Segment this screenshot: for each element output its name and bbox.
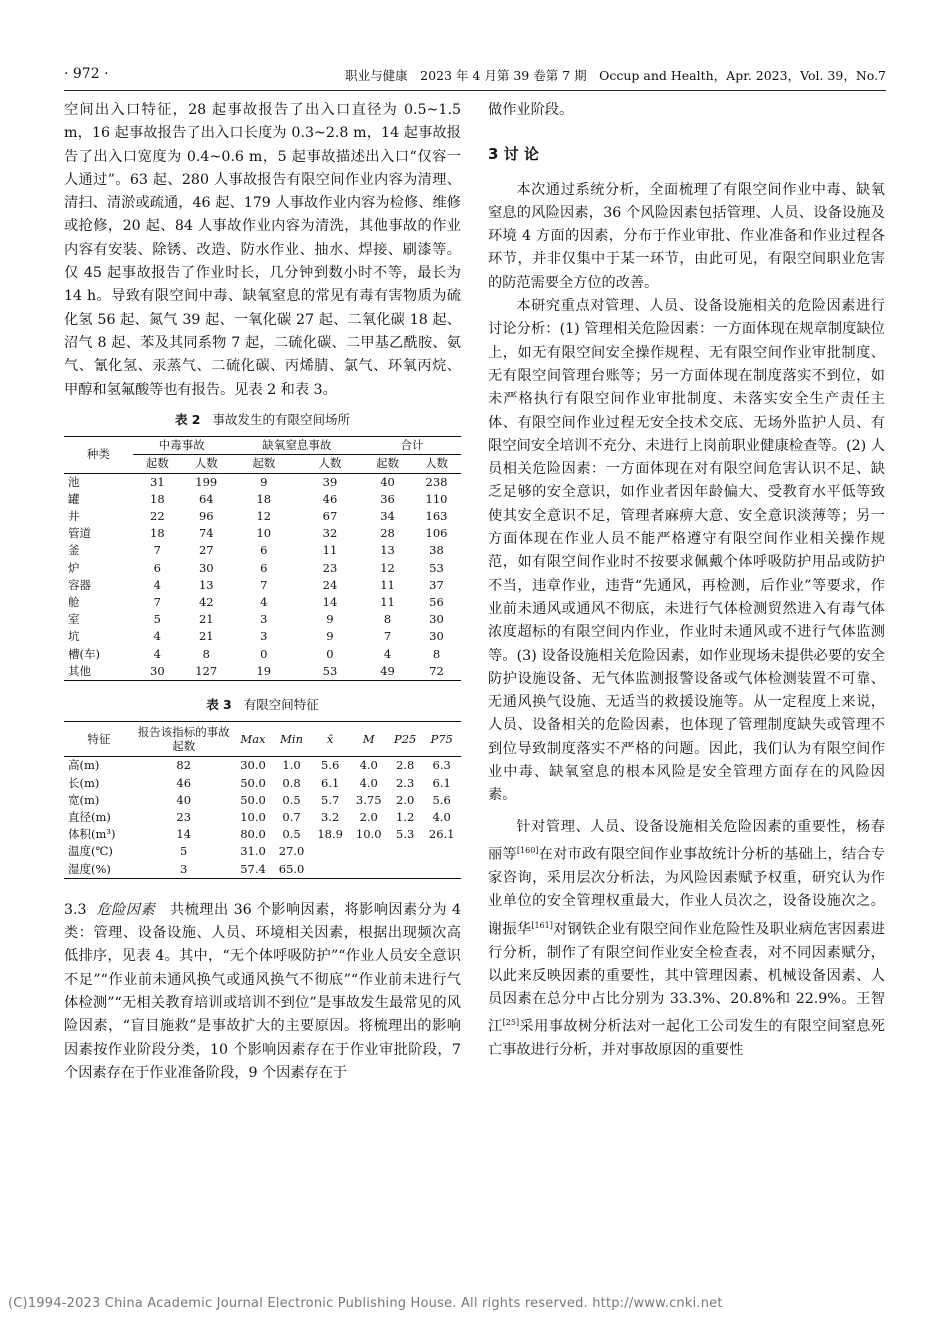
paragraph: 做作业阶段。 xyxy=(488,102,574,118)
table-cell: 110 xyxy=(425,491,448,506)
table-cell: 40 xyxy=(176,792,192,807)
table-subheader: 人数 xyxy=(297,455,363,473)
table-cell: 10.0 xyxy=(355,827,382,842)
table-cell: 6 xyxy=(153,560,161,575)
table-cell: 38 xyxy=(429,543,444,558)
table-cell: 温度(℃) xyxy=(68,844,113,859)
table-cell: 30 xyxy=(133,663,182,681)
table-cell: 18 xyxy=(256,491,272,506)
table-row xyxy=(64,508,461,525)
table-cell: 24 xyxy=(322,577,338,592)
page-number: · 972 · xyxy=(64,66,109,82)
table-cell xyxy=(349,843,388,860)
table-cell: 罐 xyxy=(68,491,80,506)
table-cell: 65.0 xyxy=(272,861,311,879)
table-row xyxy=(64,826,461,843)
table-cell: 宽(m) xyxy=(68,792,100,807)
table-cell: 5 xyxy=(180,844,188,859)
citation: [25] xyxy=(502,1018,520,1028)
table-cell: 室 xyxy=(68,612,80,627)
table-cell: 池 xyxy=(68,474,80,489)
table-header: P25 xyxy=(388,722,422,757)
table-cell: 82 xyxy=(176,758,192,773)
table2-caption: 表 2 事故发生的有限空间场所 xyxy=(174,411,351,427)
citation: [160] xyxy=(516,845,539,855)
table-cell: 11 xyxy=(322,543,338,558)
table-cell: 1.0 xyxy=(282,758,301,773)
table-cell: 27 xyxy=(198,543,214,558)
table-cell: 6 xyxy=(260,560,268,575)
table-cell: 21 xyxy=(198,612,214,627)
table-cell: 坑 xyxy=(68,629,80,644)
table-cell: 9 xyxy=(326,629,334,644)
section-3-3 xyxy=(64,899,461,1085)
table-cell: 8 xyxy=(432,646,441,661)
table-cell: 4.0 xyxy=(432,809,451,824)
table-cell: 40 xyxy=(380,474,395,489)
table-cell: 6 xyxy=(260,543,268,558)
paragraph: 针对管理、人员、设备设施相关危险因素的重要性，杨春丽等[160]在对市政有限空间作业事故统计分析的基础上，结合专家咨询，采用层次分析法，为风险因素赋予权重，研究认为作业单位的安全管理权重最大，作业人员次之，设备设施次之。谢振华[161]对钢铁企业有限空间作业危险性及职业病危害因素进行分析，制作了有限空间作业安全检查表，对不同因素赋分，以此来反映因素的重要性，其中管理因素、机械设备因素、人员因素在总分中占比分别为 33.3%、20.8%和 22.9%。王智江[25]采用事故树分析法对一起化工公司发生的有限空间窒息死亡事故进行分析，并对事故原因的重要性 xyxy=(488,818,885,1059)
table-cell: 10 xyxy=(256,526,272,541)
table-cell: 96 xyxy=(198,508,214,523)
table-header: 报告该指标的事故起数 xyxy=(134,722,234,757)
table-cell: 37 xyxy=(429,577,444,592)
table-cell: 5.7 xyxy=(321,792,340,807)
section-heading: 3 讨 论 xyxy=(488,145,539,164)
table-cell xyxy=(422,843,461,860)
table-subheader: 人数 xyxy=(182,455,231,473)
table-header: 特征 xyxy=(64,722,134,757)
table-cell: 53 xyxy=(429,560,444,575)
table-cell: 4 xyxy=(153,577,161,592)
table-cell: 12 xyxy=(380,560,395,575)
table-cell: 32 xyxy=(322,526,338,541)
table-cell: 0.5 xyxy=(282,792,301,807)
paragraph: 共梳理出 36 个影响因素，将影响因素分为 4 类：管理、设备设施、人员、环境相关因素，根据出现频次高低排序，见表 4。其中，“无个体呼吸防护”“作业人员安全意识不足”“作业前未通风换气或通风换气不彻底”“作业前未进行气体检测”“无相关教育培训或培训不到位”是事故发生最常见的风险因素，“盲目施救”是事故扩大的主要原因。将梳理出的影响因素按作业阶段分类，10 个影响因素存在于作业审批阶段，7 个因素存在于作业准备阶段，9 个因素存在于 xyxy=(64,901,461,1081)
table-cell: 0.7 xyxy=(282,809,301,824)
table-cell: 5 xyxy=(153,612,161,627)
table-row xyxy=(64,646,461,663)
table-cell: 64 xyxy=(198,491,214,506)
table-cell: 10.0 xyxy=(240,809,266,824)
table-cell: 49 xyxy=(363,663,412,681)
table-subheader: 起数 xyxy=(231,455,297,473)
table-cell: 6.1 xyxy=(321,775,340,790)
table-cell: 11 xyxy=(380,594,395,609)
table-cell: 31 xyxy=(150,474,165,489)
table-cell: 46 xyxy=(322,491,338,506)
table-cell: 0.8 xyxy=(282,775,301,790)
table-cell: 9 xyxy=(260,474,268,489)
table-cell: 8 xyxy=(383,612,392,627)
table-cell: 80.0 xyxy=(240,827,266,842)
table-cell: 2.0 xyxy=(359,809,378,824)
table-header: 缺氧窒息事故 xyxy=(231,437,363,455)
table-row xyxy=(64,861,461,879)
table-cell: 28 xyxy=(380,526,395,541)
table-cell: 0 xyxy=(260,646,268,661)
table-cell: 30 xyxy=(429,629,444,644)
table2 xyxy=(64,436,461,681)
table-cell: 67 xyxy=(322,508,338,523)
page-header xyxy=(64,66,886,91)
table-cell: 18 xyxy=(150,491,165,506)
table-cell: 36 xyxy=(380,491,395,506)
table-cell xyxy=(311,843,350,860)
table-cell: 管道 xyxy=(68,526,91,541)
table-cell: 5.6 xyxy=(321,758,340,773)
table-row xyxy=(64,757,461,775)
table-header: x̄ xyxy=(311,722,350,757)
table-cell: 釜 xyxy=(68,543,80,558)
table-cell: 9 xyxy=(326,612,334,627)
table-cell: 50.0 xyxy=(240,775,266,790)
table-cell: 3 xyxy=(260,629,268,644)
table-cell: 1.2 xyxy=(396,809,415,824)
table-cell: 3 xyxy=(260,612,268,627)
table-row xyxy=(64,628,461,645)
table-row xyxy=(64,611,461,628)
table-cell: 长(m) xyxy=(68,775,100,790)
table-cell xyxy=(388,843,422,860)
table-cell: 19 xyxy=(231,663,297,681)
table-cell: 4.0 xyxy=(359,758,378,773)
left-column xyxy=(64,99,461,1085)
table-cell: 11 xyxy=(380,577,395,592)
table-cell xyxy=(388,861,422,879)
paragraph: 本次通过系统分析，全面梳理了有限空间作业中毒、缺氧窒息的风险因素，36 个风险因素包括管理、人员、设备设施及环境 4 方面的因素，分布于作业审批、作业准备和作业过程各环节，并非仅集中于某一环节，由此可见，有限空间职业危害的防范需要全方位的改善。 xyxy=(488,181,885,291)
table-cell: 30 xyxy=(198,560,214,575)
table-cell: 238 xyxy=(425,474,448,489)
table-cell: 46 xyxy=(176,775,192,790)
table3-caption: 表 3 有限空间特征 xyxy=(206,697,319,712)
table-cell xyxy=(349,861,388,879)
table-cell: 13 xyxy=(380,543,395,558)
table-cell: 7 xyxy=(260,577,268,592)
section-title: 危险因素 xyxy=(96,901,156,918)
table-cell xyxy=(311,861,350,879)
table-row xyxy=(64,775,461,792)
table-cell: 7 xyxy=(153,543,161,558)
table-cell: 高(m) xyxy=(68,758,100,773)
table-cell: 7 xyxy=(383,629,392,644)
table-cell: 井 xyxy=(68,508,80,523)
table-cell: 30.0 xyxy=(240,758,266,773)
paragraph: 空间出入口特征，28 起事故报告了出入口直径为 0.5~1.5 m，16 起事故报告了出入口长度为 0.3~2.8 m，14 起事故报告了出入口宽度为 0.4~0.6 m，5 起事故描述出入口“仅容一人通过”。63 起、280 人事故报告有限空间作业内容为清理、清扫、清淤或疏通，46 起、179 人事故作业内容为检修、维修或抢修，20 起、84 人事故作业内容为清洗，其他事故的作业内容有安装、除锈、改造、防水作业、抽水、焊接、刷漆等。仅 45 起事故报告了作业时长，几分钟到数小时不等，最长为 14 h。导致有限空间中毒、缺氧窒息的常见有毒有害物质为硫化氢 56 起、氮气 39 起、一氧化碳 27 起、二氧化碳 18 起、沼气 8 起、苯及其同系物 7 起，二硫化碳、二甲基乙酰胺、氨气、氰化氢、汞蒸气、二硫化碳、丙烯腈、氯气、环氧丙烷、甲醇和氢氟酸等也有报告。见表 2 和表 3。 xyxy=(64,102,461,398)
right-column xyxy=(488,99,885,1063)
table-cell: 27.0 xyxy=(278,844,305,859)
table-cell: 13 xyxy=(198,577,214,592)
table-cell: 3.2 xyxy=(321,809,340,824)
table-cell: 21 xyxy=(198,629,214,644)
table-cell: 3.75 xyxy=(355,792,382,807)
table3 xyxy=(64,721,461,878)
table-cell: 4 xyxy=(153,646,161,661)
journal-info: 职业与健康 2023 年 4 月第 39 卷第 7 期 Occup and Health，Apr. 2023，Vol. 39，No.7 xyxy=(345,68,886,83)
table-row xyxy=(64,491,461,508)
table-cell: 23 xyxy=(176,809,192,824)
table-cell: 72 xyxy=(412,663,461,681)
table-header: P75 xyxy=(422,722,461,757)
table-header: M xyxy=(349,722,388,757)
table-header: Min xyxy=(272,722,311,757)
table-cell: 14 xyxy=(176,827,192,842)
table-cell: 199 xyxy=(195,474,218,489)
table-cell: 6.3 xyxy=(432,758,451,773)
table-cell: 74 xyxy=(198,526,214,541)
table-row xyxy=(64,594,461,611)
table-cell: 4.0 xyxy=(359,775,378,790)
table-cell: 22 xyxy=(150,508,165,523)
table-cell: 57.4 xyxy=(234,861,273,879)
table-cell: 34 xyxy=(380,508,395,523)
table-row xyxy=(64,542,461,559)
table-cell: 5.6 xyxy=(432,792,451,807)
table-cell: 4 xyxy=(260,594,268,609)
table-header: 种类 xyxy=(64,437,133,473)
table-cell: 127 xyxy=(182,663,231,681)
table-row xyxy=(64,809,461,826)
table-cell: 4 xyxy=(153,629,161,644)
table-cell: 12 xyxy=(256,508,272,523)
table-cell: 2.8 xyxy=(396,758,415,773)
copyright-footer: (C)1994-2023 China Academic Journal Electronic Publishing House. All rights reserved. http://www.cnki.net xyxy=(8,1296,723,1311)
table-cell: 53 xyxy=(297,663,363,681)
table-cell: 56 xyxy=(429,594,444,609)
table-row xyxy=(64,577,461,594)
table-cell: 39 xyxy=(322,474,338,489)
table-cell: 其他 xyxy=(64,663,133,681)
table-cell: 炉 xyxy=(68,560,80,575)
table-row xyxy=(64,792,461,809)
table-cell: 0.5 xyxy=(282,827,301,842)
section-number: 3.3 xyxy=(64,901,87,918)
table-cell: 容器 xyxy=(68,577,91,592)
table-header: 合计 xyxy=(363,437,461,455)
citation: [161] xyxy=(531,920,553,930)
table-row xyxy=(64,473,461,491)
table-cell: 18.9 xyxy=(317,827,343,842)
table-cell: 湿度(%) xyxy=(64,861,134,879)
table-cell xyxy=(422,861,461,879)
table-row xyxy=(64,843,461,860)
table-cell: 2.3 xyxy=(396,775,415,790)
table-cell: 3 xyxy=(134,861,234,879)
table-header: 中毒事故 xyxy=(133,437,231,455)
table-cell: 直径(m) xyxy=(68,809,111,824)
table-cell: 6.1 xyxy=(432,775,451,790)
table-cell: 槽(车) xyxy=(68,646,100,661)
table-cell: 18 xyxy=(150,526,165,541)
table-cell: 163 xyxy=(425,508,448,523)
table-subheader: 人数 xyxy=(412,455,461,473)
table-cell: 23 xyxy=(322,560,338,575)
table-cell: 26.1 xyxy=(428,827,455,842)
table-row xyxy=(64,663,461,681)
table-row xyxy=(64,560,461,577)
table-cell: 31.0 xyxy=(240,844,266,859)
table-cell: 14 xyxy=(322,594,338,609)
table-cell: 2.0 xyxy=(396,792,415,807)
table-cell: 舱 xyxy=(68,594,80,609)
paragraph: 本研究重点对管理、人员、设备设施相关的危险因素进行讨论分析：(1) 管理相关危险因素：一方面体现在规章制度缺位上，如无有限空间安全操作规程、无有限空间作业审批制度、无有限空间管理台账等；另一方面体现在制度落实不到位，如未严格执行有限空间作业审批制度、未落实安全生产责任主体、有限空间作业过程无安全技术交底、无场外监护人员、有限空间安全培训不充分、未进行上岗前职业健康检查等。(2) 人员相关危险因素：一方面体现在对有限空间危害认识不足、缺乏足够的安全意识，如作业者因年龄偏大、受教育水平低等致使其安全意识不足，管理者麻痹大意、安全意识淡薄等；另一方面体现在作业人员不能严格遵守有限空间作业相关操作规范，如有限空间作业时不按要求佩戴个体呼吸防护用品或防护不当，违章作业，违背“先通风，再检测，后作业”等要求，作业前未通风或通风不彻底，未进行气体检测贸然进入有毒气体浓度超标的有限空间内作业，作业时未通风或不进行气体监测等。(3) 设备设施相关危险因素，如作业现场未提供必要的安全防护设施设备、无气体监测报警设备或气体检测装置不可靠、无通风换气设施、无适当的救援设施等。从一定程度上来说，人员、设备相关的危险因素，也体现了管理制度缺失或管理不到位导致制度落实不严格的问题。因此，我们认为有限空间作业中毒、缺氧窒息的根本风险是安全管理方面存在的风险因素。 xyxy=(488,298,885,804)
table-row xyxy=(64,525,461,542)
table-cell: 8 xyxy=(202,646,210,661)
table-cell: 30 xyxy=(429,612,444,627)
table-cell: 体积(m³) xyxy=(68,827,116,842)
table-cell: 5.3 xyxy=(396,827,415,842)
table-header: Max xyxy=(234,722,273,757)
table-cell: 50.0 xyxy=(240,792,266,807)
table-cell: 106 xyxy=(425,526,448,541)
table-cell: 4 xyxy=(383,646,392,661)
table-subheader: 起数 xyxy=(133,455,182,473)
table-cell: 7 xyxy=(153,594,161,609)
table-cell: 42 xyxy=(198,594,214,609)
table-cell: 0 xyxy=(326,646,334,661)
table-subheader: 起数 xyxy=(363,455,412,473)
